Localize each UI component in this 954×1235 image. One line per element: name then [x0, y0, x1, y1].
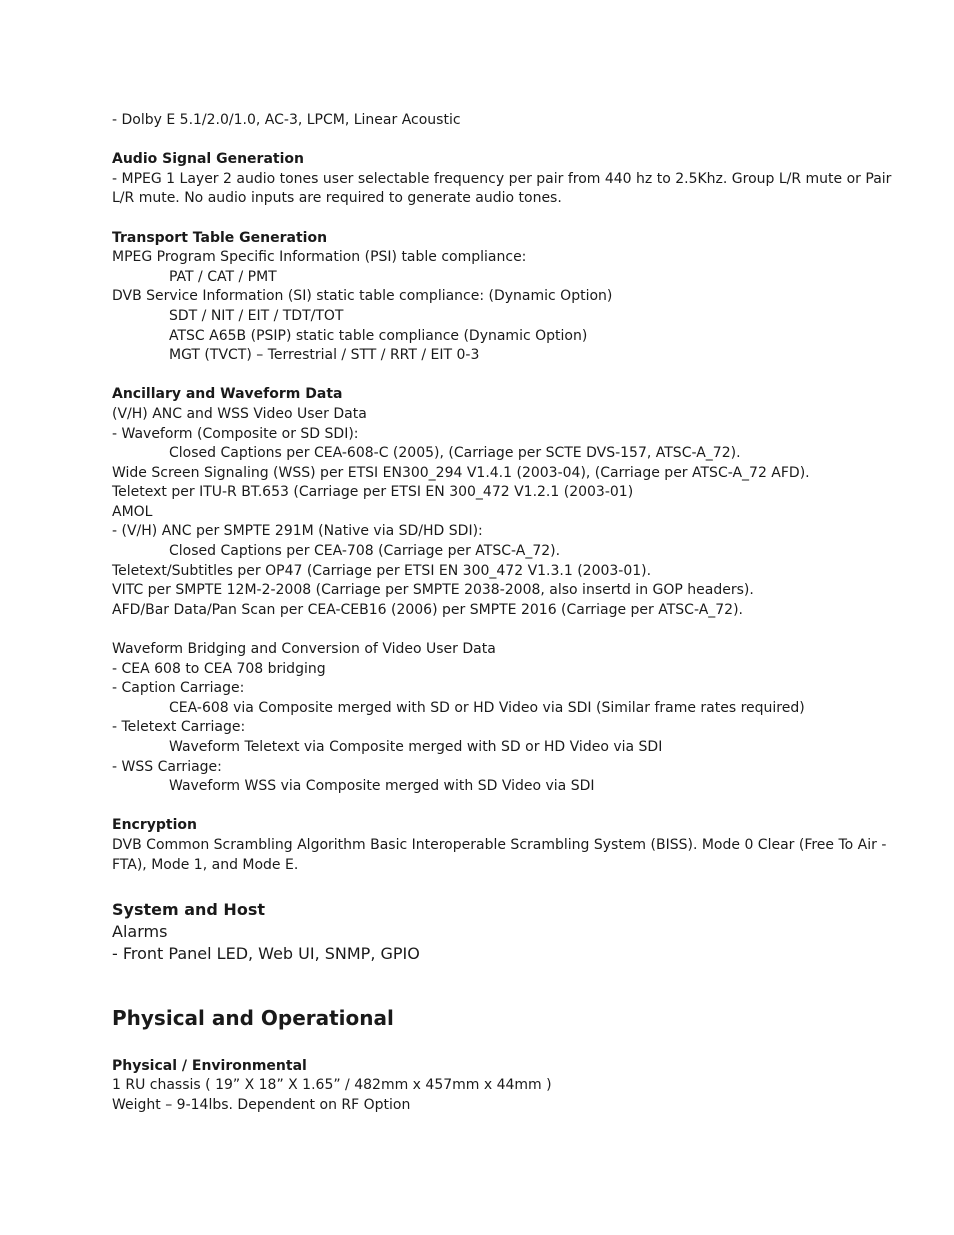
document-body: [112, 111, 912, 1116]
system-host-line: - Front Panel LED, Web UI, SNMP, GPIO: [112, 943, 420, 963]
ancillary-line: VITC per SMPTE 12M-2-2008 (Carriage per SMPTE 2038-2008, also insertd in GOP headers).: [112, 582, 754, 599]
transport-line: SDT / NIT / EIT / TDT/TOT: [169, 307, 344, 324]
audio-generation-heading: Audio Signal Generation: [112, 151, 304, 168]
ancillary-line: Closed Captions per CEA-608-C (2005), (Carriage per SCTE DVS-157, ATSC-A_72).: [169, 445, 741, 462]
bridging-line: Waveform Teletext via Composite merged with SD or HD Video via SDI: [169, 739, 663, 755]
ancillary-line: Closed Captions per CEA-708 (Carriage per ATSC-A_72).: [169, 543, 561, 560]
transport-line: ATSC A65B (PSIP) static table compliance (Dynamic Option): [169, 327, 588, 344]
ancillary-line: AMOL: [112, 503, 153, 520]
bridging-line: CEA-608 via Composite merged with SD or HD Video via SDI (Similar frame rates required): [169, 699, 805, 716]
bridging-line: - CEA 608 to CEA 708 bridging: [112, 660, 326, 677]
bridging-line: Waveform Bridging and Conversion of Video User Data: [112, 641, 496, 658]
transport-line: MGT (TVCT) – Terrestrial / STT / RRT / EIT 0-3: [169, 347, 480, 364]
ancillary-line: (V/H) ANC and WSS Video User Data: [112, 405, 367, 422]
encryption-heading: Encryption: [112, 817, 197, 834]
physical-line: 1 RU chassis ( 19” X 18” X 1.65” / 482mm x 457mm x 44mm ): [112, 1077, 552, 1094]
transport-line: PAT / CAT / PMT: [169, 268, 277, 285]
transport-line: DVB Service Information (SI) static table compliance: (Dynamic Option): [112, 288, 613, 305]
ancillary-line: Wide Screen Signaling (WSS) per ETSI EN300_294 V1.4.1 (2003-04), (Carriage per ATSC-A_72 AFD).: [112, 464, 810, 481]
bridging-line: - Teletext Carriage:: [112, 719, 246, 736]
physical-line: Weight – 9-14lbs. Dependent on RF Option: [112, 1096, 411, 1113]
physical-heading: Physical / Environmental: [112, 1057, 307, 1074]
transport-heading: Transport Table Generation: [112, 229, 328, 246]
ancillary-line: Teletext per ITU-R BT.653 (Carriage per ETSI EN 300_472 V1.2.1 (2003-01): [112, 484, 634, 501]
bridging-line: - Caption Carriage:: [112, 680, 245, 697]
ancillary-line: Teletext/Subtitles per OP47 (Carriage per ETSI EN 300_472 V1.3.1 (2003-01).: [112, 562, 652, 579]
ancillary-line: AFD/Bar Data/Pan Scan per CEA-CEB16 (2006) per SMPTE 2016 (Carriage per ATSC-A_72).: [112, 601, 744, 618]
encryption-text: DVB Common Scrambling Algorithm Basic Interoperable Scrambling System (BISS). Mode 0 Clear (Free To Air - FTA), Mode 1, and Mode E.: [112, 836, 887, 873]
ancillary-heading: Ancillary and Waveform Data: [112, 386, 343, 403]
audio-generation-text: - MPEG 1 Layer 2 audio tones user selectable frequency per pair from 440 hz to 2.5Khz. Group L/R mute or Pair L/R mute. No audio inputs are required to generate audio tones.: [112, 170, 892, 207]
transport-line: MPEG Program Specific Information (PSI) table compliance:: [112, 249, 527, 266]
system-host-line: Alarms: [112, 921, 168, 941]
ancillary-line: - (V/H) ANC per SMPTE 291M (Native via SD/HD SDI):: [112, 523, 483, 540]
bridging-line: Waveform WSS via Composite merged with SD Video via SDI: [169, 778, 595, 795]
bridging-line: - WSS Carriage:: [112, 758, 222, 775]
ancillary-line: - Waveform (Composite or SD SDI):: [112, 425, 359, 442]
section-title: Physical and Operational: [112, 1005, 394, 1030]
audio-format-line: - Dolby E 5.1/2.0/1.0, AC-3, LPCM, Linear Acoustic: [112, 112, 461, 128]
system-host-heading: System and Host: [112, 899, 265, 919]
